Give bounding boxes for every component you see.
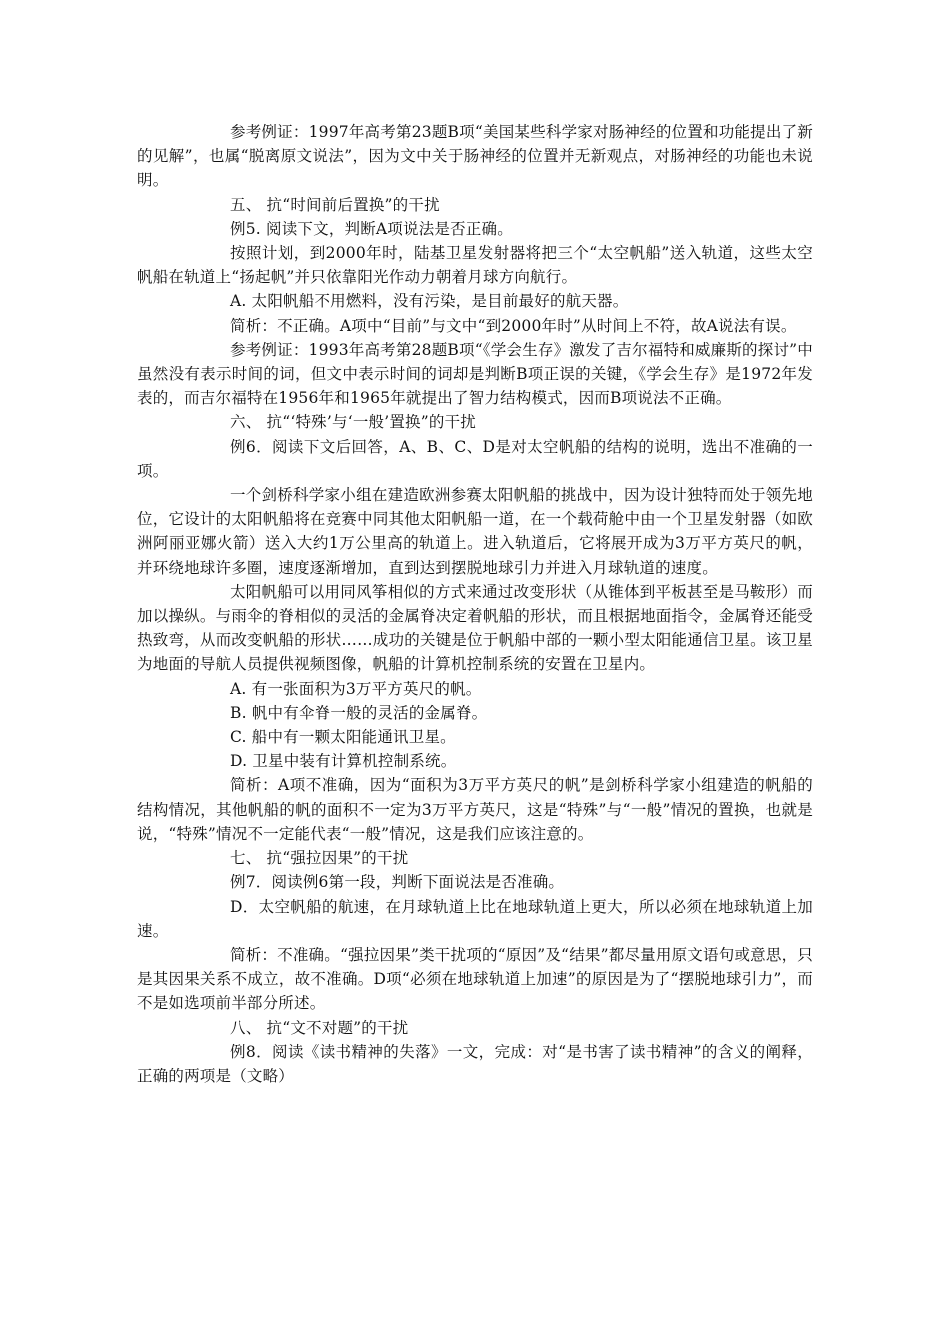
example-6-option-c: C. 船中有一颗太阳能通讯卫星。: [230, 728, 456, 747]
example-5-prompt: 例5. 阅读下文，判断A项说法是否正确。: [230, 219, 513, 238]
example-8-prompt: 例8．阅读《读书精神的失落》一文，完成：对“是书害了读书精神”的含义的阐释，正确的两项是（文略）: [137, 1042, 813, 1085]
example-5-option-a: A. 太阳帆船不用燃料，没有污染，是目前最好的航天器。: [230, 292, 629, 311]
example-6-analysis: 简析：A项不准确，因为“面积为3万平方英尺的帆”是剑桥科学家小组建造的帆船的结构情况，其他帆船的帆的面积不一定为3万平方英尺，这是“特殊”与“一般”情况的置换，也就是说，“特殊”情况不一定能代表“一般”情况，这是我们应该注意的。: [137, 776, 813, 843]
section-heading-7: 七、 抗“强拉因果”的干扰: [230, 849, 409, 868]
paragraph-reference-1993: 参考例证：1993年高考第28题B项“《学会生存》激发了吉尔福特和威廉斯的探讨”中虽然没有表示时间的词，但文中表示时间的词却是判断B项正误的关键，《学会生存》是1972年发表的，而吉尔福特在1956年和1965年就提出了智力结构模式，因而B项说法不正确。: [137, 340, 813, 408]
example-7-analysis: 简析：不准确。“强拉因果”类干扰项的“原因”及“结果”都尽量用原文语句或意思，只是其因果关系不成立，故不准确。D项“必须在地球轨道上加速”的原因是为了“摆脱地球引力”，而不是如选项前半部分所述。: [137, 945, 813, 1013]
section-heading-8: 八、 抗“文不对题”的干扰: [230, 1018, 409, 1037]
example-7-prompt: 例7．阅读例6第一段，判断下面说法是否准确。: [230, 873, 565, 892]
example-6-passage-2: 太阳帆船可以用同风筝相似的方式来通过改变形状（从锥体到平板甚至是马鞍形）而加以操纵。与雨伞的脊相似的灵活的金属脊决定着帆船的形状，而且根据地面指令，金属脊还能受热致弯，从而改变帆船的形状……成功的关键是位于帆船中部的一颗小型太阳能通信卫星。该卫星为地面的导航人员提供视频图像，帆船的计算机控制系统的安置在卫星内。: [137, 582, 813, 674]
example-6-prompt: 例6．阅读下文后回答，A、B、C、D是对太空帆船的结构的说明，选出不准确的一项。: [137, 437, 813, 480]
paragraph-reference-1997: 参考例证：1997年高考第23题B项“美国某些科学家对肠神经的位置和功能提出了新的见解”，也属“脱离原文说法”，因为文中关于肠神经的位置并无新观点，对肠神经的功能也未说明。: [137, 123, 813, 190]
example-6-option-d: D. 卫星中装有计算机控制系统。: [230, 752, 457, 771]
document-body: [137, 120, 813, 1088]
section-heading-5: 五、 抗“时间前后置换”的干扰: [230, 195, 440, 214]
example-6-option-a: A. 有一张面积为3万平方英尺的帆。: [230, 679, 482, 698]
section-heading-6: 六、 抗“‘特殊’与‘一般’置换”的干扰: [230, 413, 476, 432]
example-5-analysis: 简析：不正确。A项中“目前”与文中“到2000年时”从时间上不符，故A说法有误。: [230, 316, 797, 335]
example-5-passage: 按照计划，到2000年时，陆基卫星发射器将把三个“太空帆船”送入轨道，这些太空帆船在轨道上“扬起帆”并只依靠阳光作动力朝着月球方向航行。: [137, 244, 813, 287]
example-7-option-d: D．太空帆船的航速，在月球轨道上比在地球轨道上更大，所以必须在地球轨道上加速。: [137, 897, 813, 940]
example-6-option-b: B. 帆中有伞脊一般的灵活的金属脊。: [230, 703, 488, 722]
example-6-passage-1: 一个剑桥科学家小组在建造欧洲参赛太阳帆船的挑战中，因为设计独特而处于领先地位，它设计的太阳帆船将在竞赛中同其他太阳帆船一道，在一个载荷舱中由一个卫星发射器（如欧洲阿丽亚娜火箭）送入大约1万公里高的轨道上。进入轨道后，它将展开成为3万平方英尺的帆，并环绕地球许多圈，速度逐渐增加，直到达到摆脱地球引力并进入月球轨道的速度。: [137, 486, 813, 577]
